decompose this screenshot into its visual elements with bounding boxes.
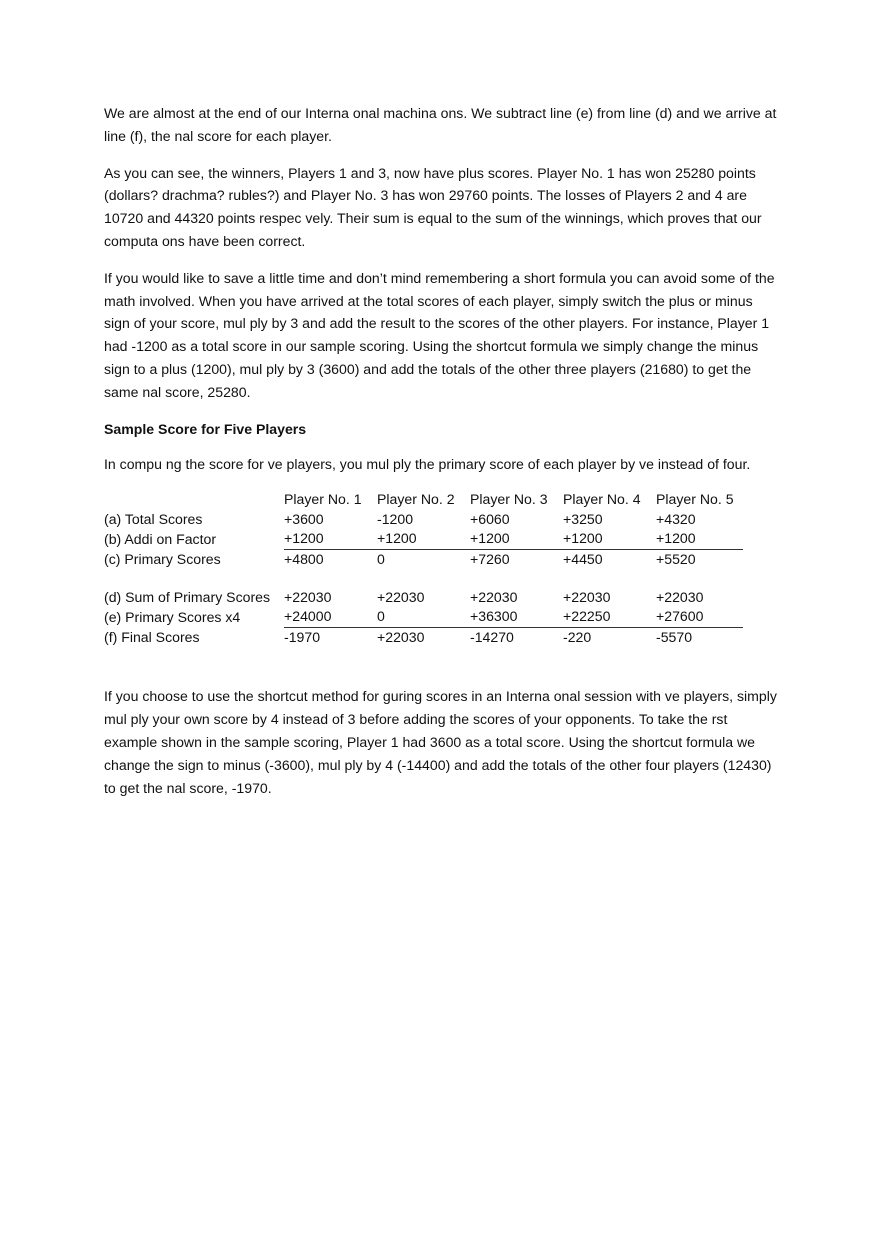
paragraph-shortcut-five-players: If you choose to use the shortcut method for guring scores in an Interna onal session with ve players, simply mul ply your own score by 4 instead of 3 before adding the scores of your opponents. To take the rst example shown in the sample scoring, Player 1 had 3600 as a total score. Using the shortcut formula we change the sign to minus (-3600), mul ply by 4 (-14400) and add the totals of the other four players (12430) to get the nal score, -1970. — [104, 688, 777, 796]
table-cell: +22030 — [284, 588, 332, 605]
table-cell: +24000 — [284, 607, 377, 627]
table-cell: +1200 — [656, 529, 743, 549]
table-cell: +36300 — [470, 607, 563, 627]
paragraph-final-line: We are almost at the end of our Interna onal machina ons. We subtract line (e) from line (d) and we arrive at line (f), the nal score for each player. — [104, 105, 777, 144]
table-cell: -5570 — [656, 628, 693, 645]
table-cell: +1200 — [284, 529, 377, 549]
row-label: (c) Primary Scores — [104, 550, 221, 567]
table-cell: 0 — [377, 607, 470, 627]
table-cell: -1970 — [284, 628, 321, 645]
row-label: (e) Primary Scores x4 — [104, 608, 241, 625]
table-cell: -14270 — [470, 628, 514, 645]
table-row — [104, 510, 743, 530]
row-label: (d) Sum of Primary Scores — [104, 588, 271, 605]
table-cell: -1200 — [377, 510, 414, 527]
table-cell: +1200 — [377, 529, 470, 549]
table-cell: +22250 — [563, 607, 656, 627]
table-cell: +22030 — [563, 588, 611, 605]
paragraph-five-players-intro: In compu ng the score for ve players, you mul ply the primary score of each player by ve instead of four. — [104, 456, 751, 473]
table-cell: 0 — [377, 550, 385, 567]
document-page — [104, 102, 780, 813]
table-cell: +27600 — [656, 607, 743, 627]
table-cell: +3600 — [284, 510, 324, 527]
column-header: Player No. 4 — [563, 491, 641, 508]
table-cell: -220 — [563, 628, 592, 645]
table-cell: +4320 — [656, 510, 696, 527]
row-label: (f) Final Scores — [104, 628, 200, 645]
table-cell: +7260 — [470, 550, 510, 567]
paragraph-winners: As you can see, the winners, Players 1 and 3, now have plus scores. Player No. 1 has won 25280 points (dollars? drachma? rubles?) and Player No. 3 has won 29760 points. The losses of Players 2 and 4 are 10720 and 44320 points respec vely. Their sum is equal to the sum of the winnings, which proves that our computa ons have been correct. — [104, 164, 762, 249]
column-header: Player No. 2 — [377, 491, 455, 508]
table-row — [104, 627, 743, 647]
table-cell: +22030 — [377, 588, 425, 605]
paragraph-shortcut-formula: If you would like to save a little time and don’t mind remembering a short formula you can avoid some of the math involved. When you have arrived at the total scores of each player, simply switch the plus or minus sign of your score, mul ply by 3 and add the result to the scores of the other players. For instance, Player 1 had -1200 as a total score in our sample scoring. Using the shortcut formula we simply change the minus sign to a plus (1200), mul ply by 3 (3600) and add the totals of the other three players (21680) to get the same nal score, 25280. — [104, 269, 775, 400]
table-row — [104, 588, 743, 608]
column-header: Player No. 5 — [656, 491, 734, 508]
table-cell: +1200 — [563, 529, 656, 549]
column-header: Player No. 1 — [284, 491, 362, 508]
table-cell: +22030 — [377, 628, 425, 645]
table-header-row — [104, 490, 743, 510]
table-cell: +1200 — [470, 529, 563, 549]
score-table — [104, 490, 743, 647]
table-row — [104, 607, 743, 627]
column-header: Player No. 3 — [470, 491, 548, 508]
table-cell: +5520 — [656, 550, 696, 567]
header-blank — [104, 490, 284, 510]
row-label: (b) Addi on Factor — [104, 530, 217, 547]
table-cell: +3250 — [563, 510, 603, 527]
section-heading: Sample Score for Five Players — [104, 420, 307, 437]
row-label: (a) Total Scores — [104, 510, 203, 527]
table-row — [104, 549, 743, 569]
spacer-cell — [104, 570, 743, 588]
table-cell: +6060 — [470, 510, 510, 527]
table-cell: +4450 — [563, 550, 603, 567]
table-cell: +22030 — [470, 588, 518, 605]
table-cell: +22030 — [656, 588, 704, 605]
table-spacer — [104, 570, 743, 588]
table-row — [104, 529, 743, 549]
table-cell: +4800 — [284, 550, 324, 567]
